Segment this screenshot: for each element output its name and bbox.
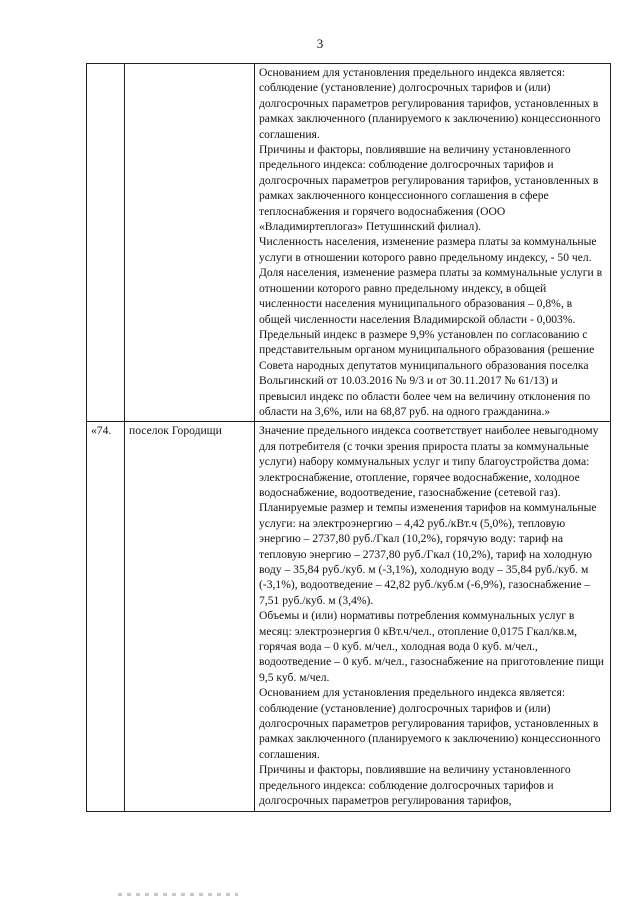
scan-artifact: [118, 893, 238, 896]
paragraph: Объемы и (или) нормативы потребления коммунальных услуг в месяц: электроэнергия 0 кВт.ч/чел., отопление 0,0175 Гкал/кв.м, горячая вода – 0 куб. м/чел., холодная вода 0 куб. м/чел., водоотведение – 0 куб. м/чел., газоснабжение на приготовление пищи 9,5 куб. м/чел.: [259, 609, 604, 684]
table-row: [87, 64, 611, 422]
index-table: [86, 63, 611, 812]
paragraph: Причины и факторы, повлиявшие на величину установленного предельного индекса: соблюдение долгосрочных тарифов и долгосрочных параметров регулирования тарифов, установленных в рамках заключенного концессионного соглашения в сфере теплоснабжения и горячего водоснабжения (ООО «Владимиртеплогаз» Петушинский филиал).: [259, 143, 599, 234]
description-cell: [255, 422, 611, 811]
paragraph: Причины и факторы, повлиявшие на величину установленного предельного индекса: соблюдение долгосрочных тарифов и долгосрочных параметров регулирования тарифов,: [259, 763, 571, 808]
paragraph: Планируемые размер и темпы изменения тарифов на коммунальные услуги: на электроэнергию – 4,42 руб./кВт.ч (5,0%), тепловую энергию – 2737,80 руб./Гкал (10,2%), горячую воду: тариф на тепловую энергию – 2737,80 руб./Гкал (10,2%), тариф на холодную воду – 35,84 руб./куб. м (-3,1%), холодную воду – 35,84 руб./куб. м (-3,1%), водоотведение – 42,82 руб./куб.м (-6,9%), газоснабжение – 7,51 руб./куб. м (3,4%).: [259, 501, 597, 607]
row-number-cell: [87, 64, 125, 422]
paragraph: Предельный индекс в размере 9,9% установлен по согласованию с представительным органом муниципального образования (решение Совета народных депутатов муниципального образования поселка Вольгинский от 10.03.2016 № 9/3 и от 30.11.2017 № 61/13) и превысил индекс по области более чем на величину отклонения по области на 3,6%, или на 68,87 руб. на одного гражданина.»: [259, 327, 595, 418]
row-number-cell: «74.: [87, 422, 125, 811]
paragraph: Численность населения, изменение размера платы за коммунальные услуги в отношении которого равно предельному индексу, - 50 чел.: [259, 235, 597, 264]
page-number: 3: [316, 36, 324, 51]
paragraph: Доля населения, изменение размера платы за коммунальные услуги в отношении которого равно предельному индексу, в общей численности населения муниципального образования – 0,8%, в общей численности населения Владимирской области - 0,003%.: [259, 266, 603, 326]
municipality-cell: поселок Городищи: [125, 422, 255, 811]
paragraph: Основанием для установления предельного индекса является: соблюдение (установление) долгосрочных тарифов и (или) долгосрочных параметров регулирования тарифов, установленных в рамках заключенного (планируемого к заключению) концессионного соглашения.: [259, 66, 601, 141]
paragraph: Значение предельного индекса соответствует наиболее невыгодному для потребителя (с точки зрения прироста платы за коммунальные услуги) набору коммунальных услуг и типу благоустройства дома: электроснабжение, отопление, горячее водоснабжение, холодное водоснабжение, водоотведение, газоснабжение (сетевой газ).: [259, 424, 599, 499]
municipality-cell: [125, 64, 255, 422]
table-row: [87, 422, 611, 811]
description-cell: [255, 64, 611, 422]
paragraph: Основанием для установления предельного индекса является: соблюдение (установление) долгосрочных тарифов и (или) долгосрочных параметров регулирования тарифов, установленных в рамках заключенного (планируемого к заключению) концессионного соглашения.: [259, 686, 601, 761]
